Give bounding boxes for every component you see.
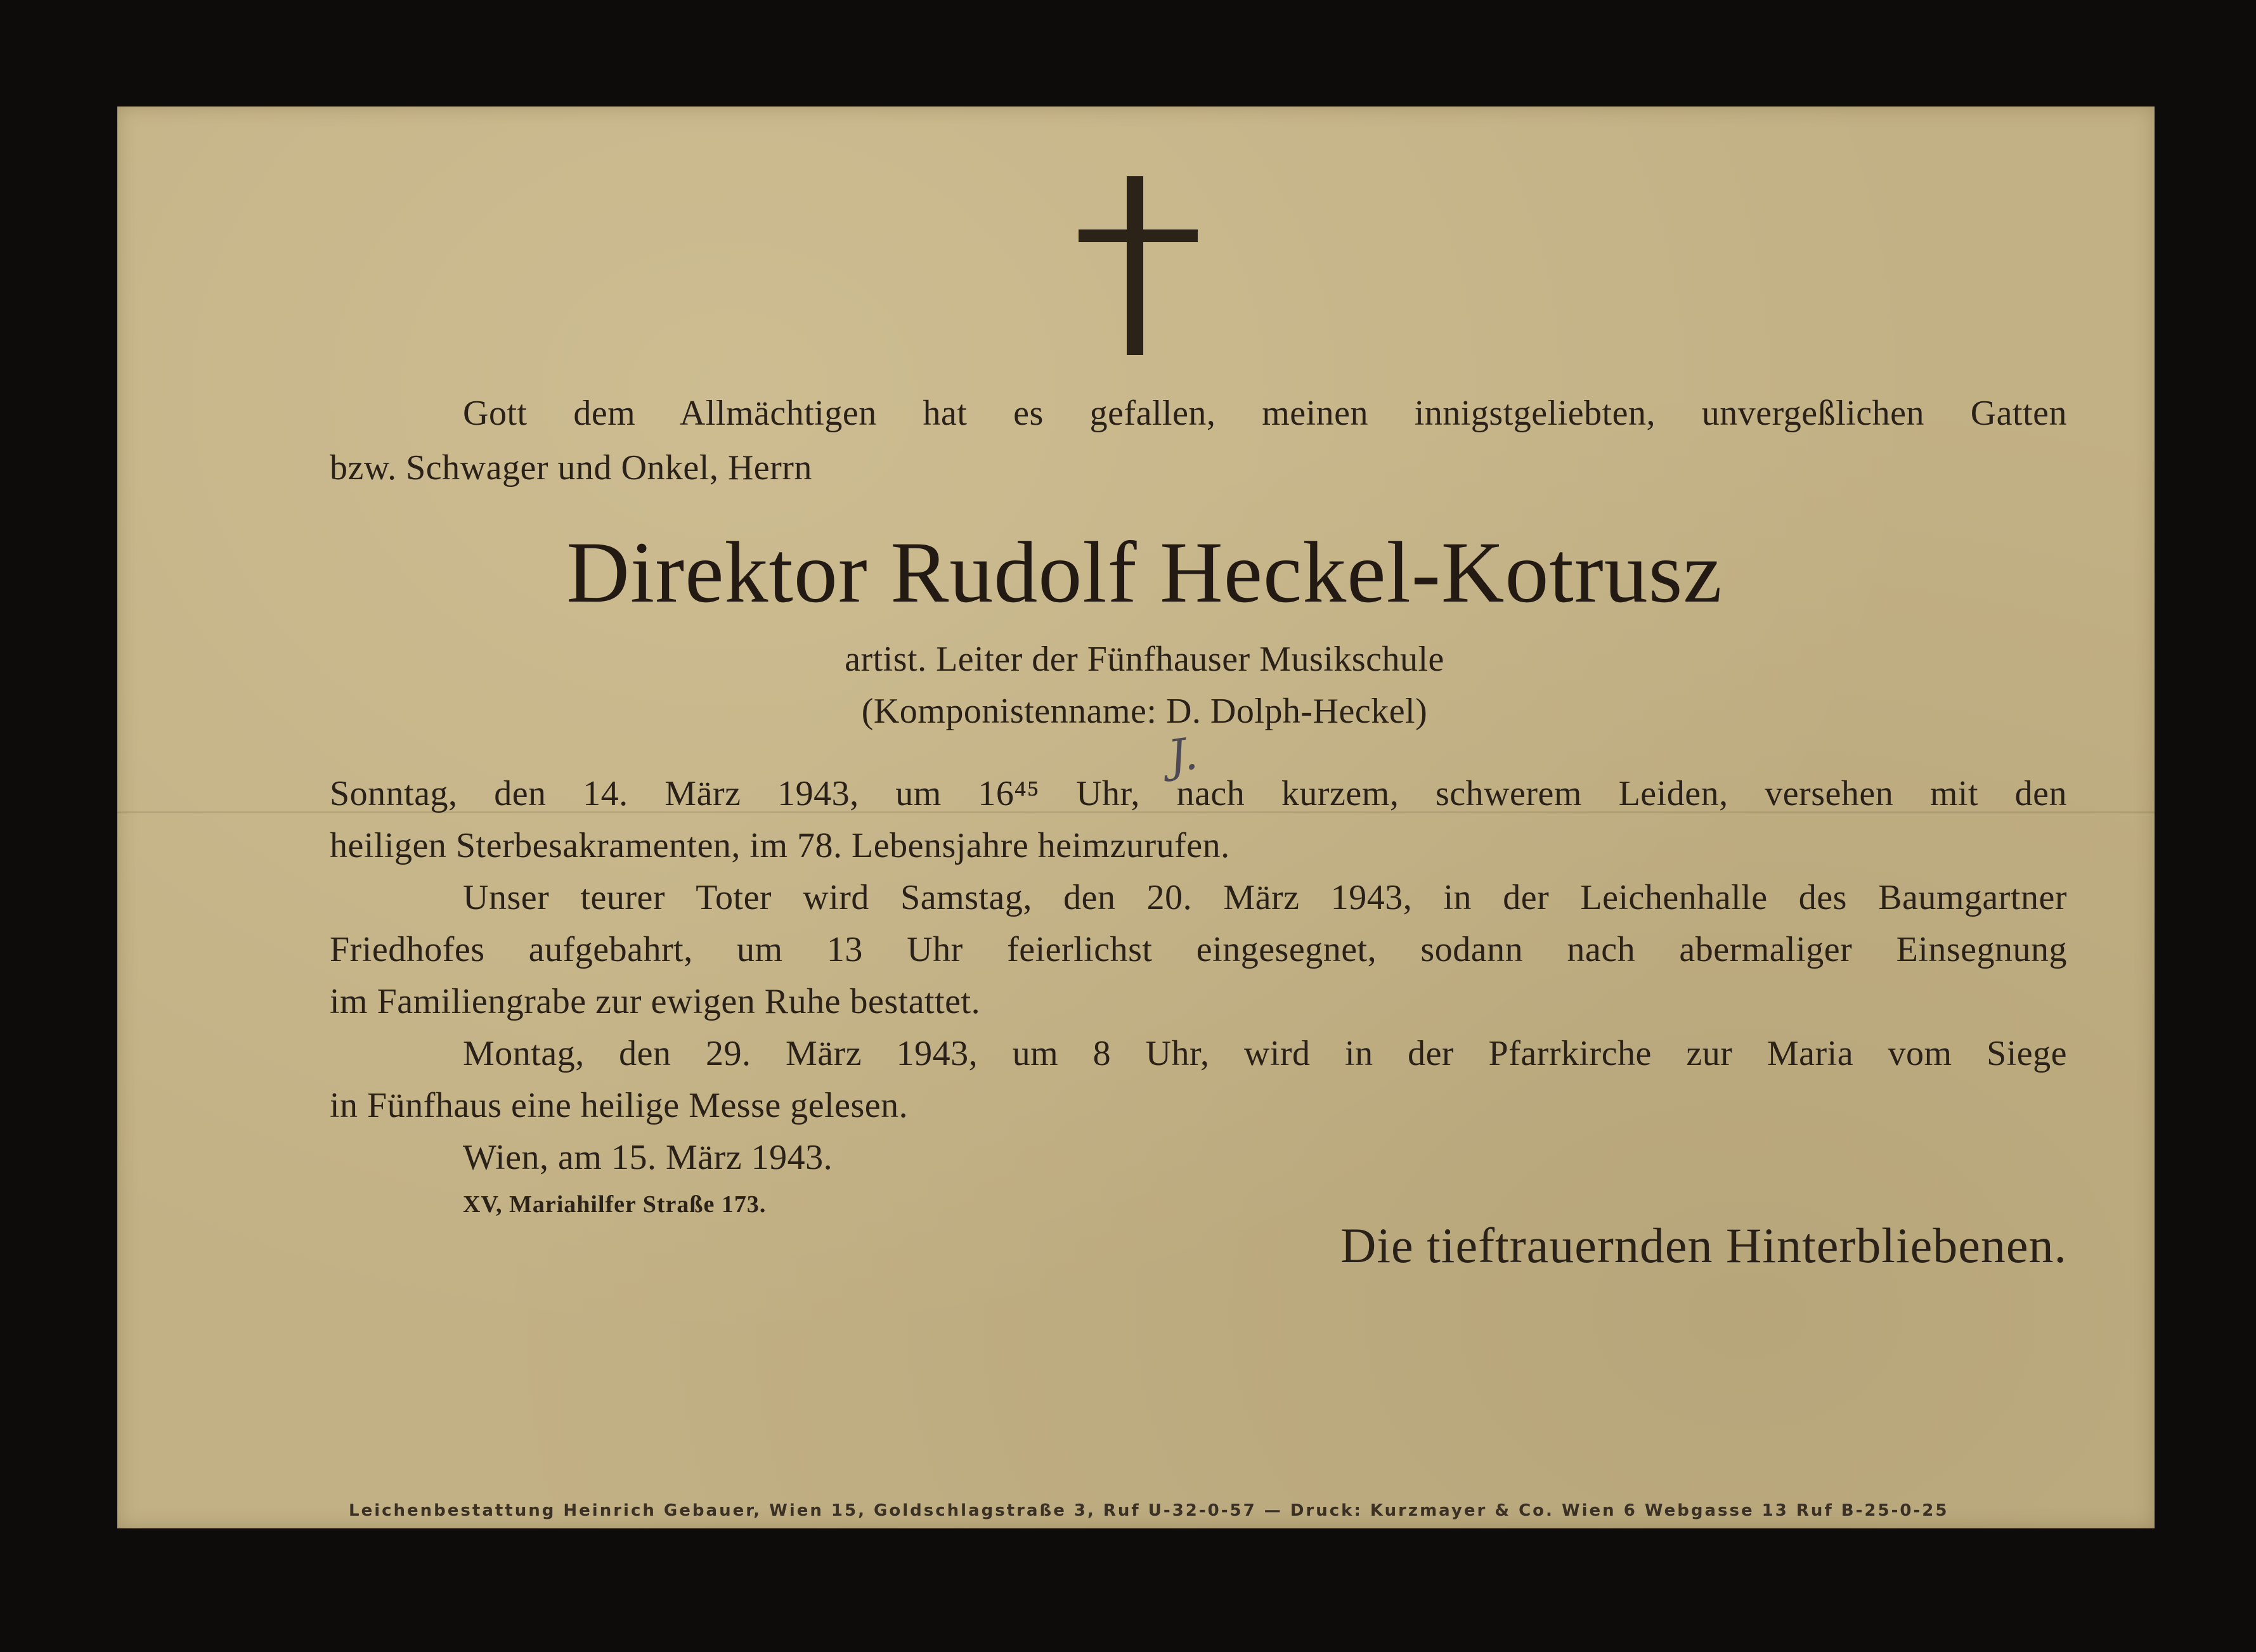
signature: Die tieftrauernden Hinterbliebenen.	[1340, 1218, 2067, 1273]
funeral-line-1: Unser teurer Toter wird Samstag, den 20. März 1943, in der Leichenhalle des Baumgartner	[463, 878, 2067, 917]
death-line-1: Sonntag, den 14. März 1943, um 16⁴⁵ Uhr, nach kurzem, schwerem Leiden, versehen mit den	[330, 774, 2067, 813]
death-line-2: heiligen Sterbesakramenten, im 78. Lebensjahre heimzurufen.	[330, 826, 1230, 865]
funeral-line-2: Friedhofes aufgebahrt, um 13 Uhr feierlichst eingesegnet, sodann nach abermaliger Einsegnung	[330, 930, 2067, 969]
mass-line-1: Montag, den 29. März 1943, um 8 Uhr, wird in der Pfarrkirche zur Maria vom Siege	[463, 1034, 2067, 1073]
funeral-line-3: im Familiengrabe zur ewigen Ruhe bestattet.	[330, 982, 981, 1021]
handwritten-correction: J.	[1165, 727, 1201, 783]
address: XV, Mariahilfer Straße 173.	[463, 1191, 767, 1218]
place-date: Wien, am 15. März 1943.	[463, 1138, 833, 1177]
role-line: artist. Leiter der Fünfhauser Musikschule	[845, 640, 1444, 679]
obituary-card	[117, 106, 2155, 1528]
composer-name-line: (Komponistenname: D. Dolph-Heckel)	[861, 692, 1428, 731]
printer-footer: Leichenbestattung Heinrich Gebauer, Wien 15, Goldschlagstraße 3, Ruf U-32-0-57 — Druck: Kurzmayer & Co. Wien 6 Webgasse 13 Ruf B-25-0-25	[349, 1501, 1949, 1520]
mass-line-2: in Fünfhaus eine heilige Messe gelesen.	[330, 1086, 909, 1125]
cross-icon	[1079, 176, 1198, 355]
intro-line-1: Gott dem Allmächtigen hat es gefallen, meinen innigstgeliebten, unvergeßlichen Gatten	[463, 394, 2067, 433]
intro-line-2: bzw. Schwager und Onkel, Herrn	[330, 448, 812, 487]
deceased-name: Direktor Rudolf Heckel-Kotrusz	[566, 524, 1723, 621]
